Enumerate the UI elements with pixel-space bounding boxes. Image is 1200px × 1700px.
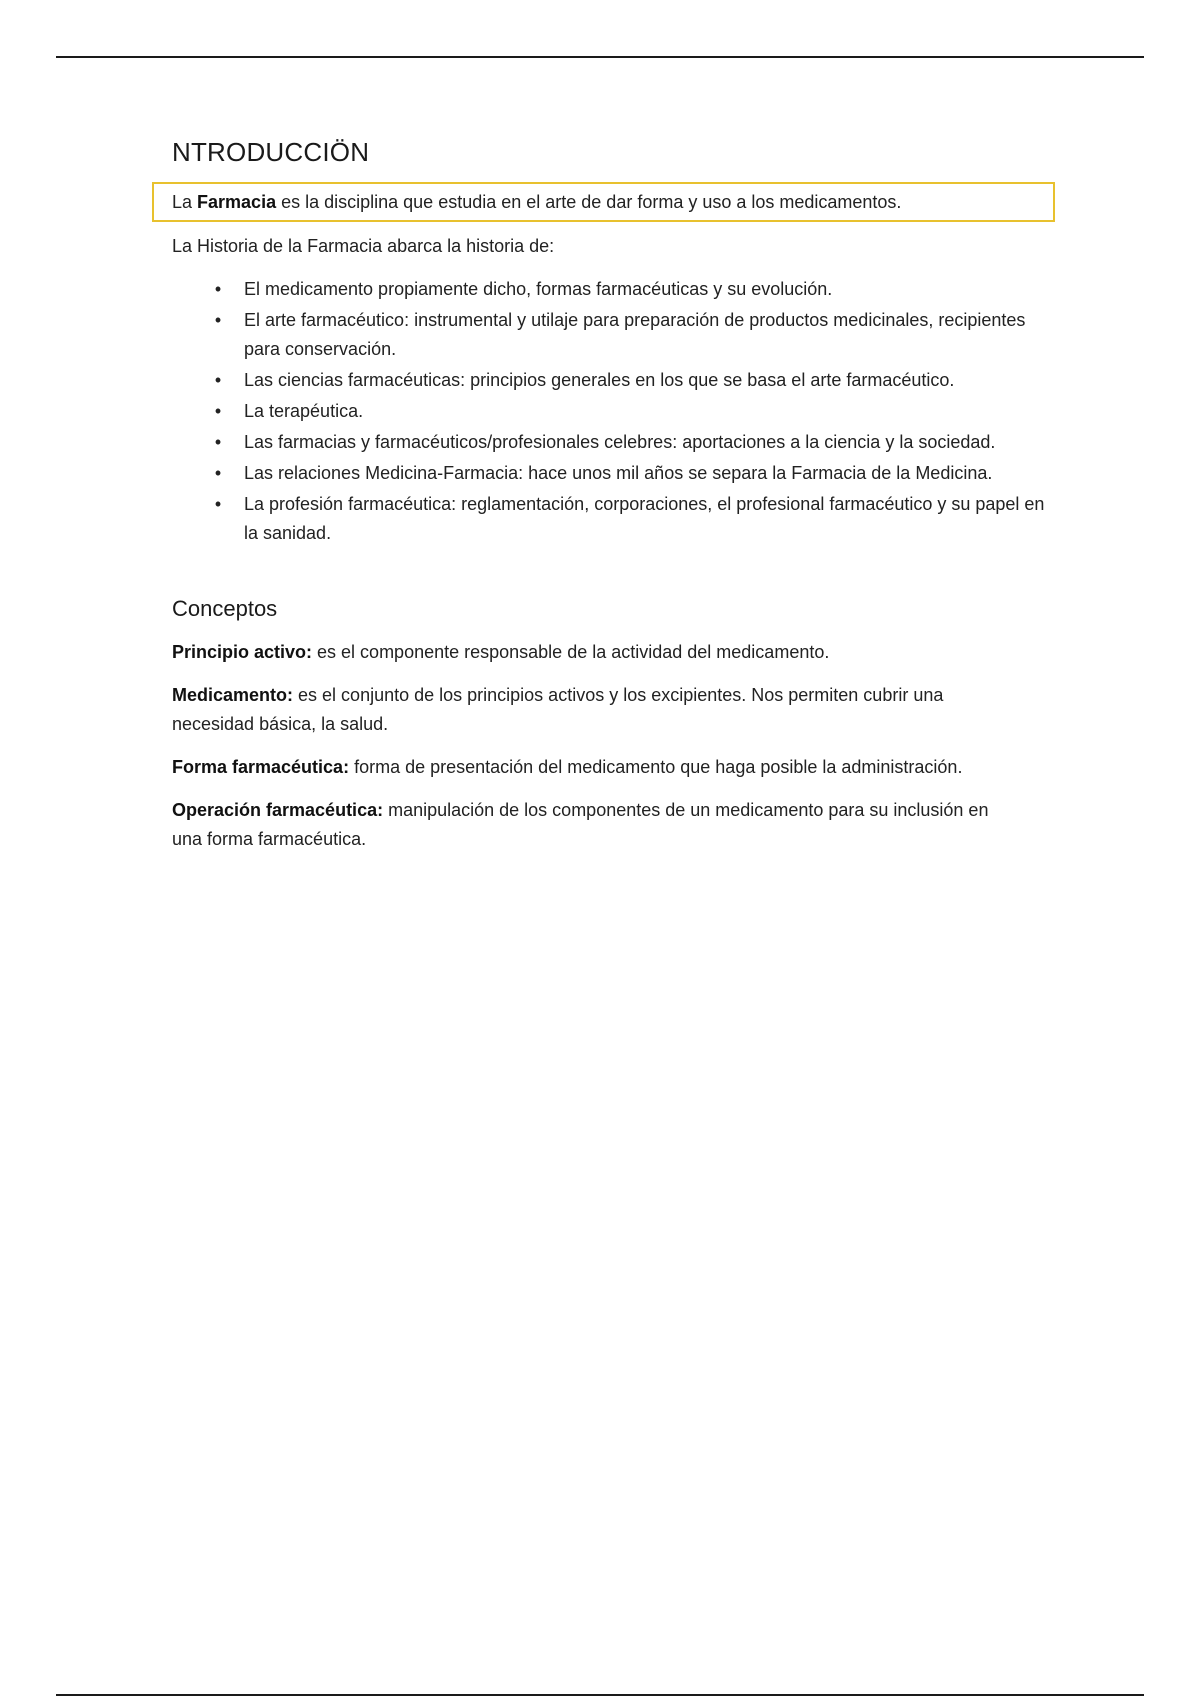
list-item xyxy=(172,397,1054,426)
page-title: NTRODUCCIÖN xyxy=(172,137,370,167)
list-item xyxy=(172,459,1054,488)
concept-medicamento xyxy=(172,681,1012,739)
list-item-text: La profesión farmacéutica: reglamentación, corporaciones, el profesional farmacéutico y su papel en la sanidad. xyxy=(244,494,1045,543)
list-item xyxy=(172,306,1054,364)
history-intro: La Historia de la Farmacia abarca la historia de: xyxy=(172,236,555,256)
bullet-icon: • xyxy=(214,494,222,514)
definition-term: Farmacia xyxy=(197,192,277,212)
top-rule xyxy=(56,56,1144,58)
concept-term: Medicamento: xyxy=(172,685,294,705)
list-item-text: Las ciencias farmacéuticas: principios generales en los que se basa el arte farmacéutico. xyxy=(244,370,955,390)
list-item-text: El arte farmacéutico: instrumental y utilaje para preparación de productos medicinales, recipientes para conservación. xyxy=(244,310,1026,359)
concept-text: es el componente responsable de la actividad del medicamento. xyxy=(312,642,830,662)
concept-text: es el conjunto de los principios activos y los excipientes. Nos permiten cubrir una necesidad básica, la salud. xyxy=(172,685,944,734)
history-list xyxy=(172,275,1052,548)
bullet-icon: • xyxy=(214,370,222,390)
concept-term: Forma farmacéutica: xyxy=(172,757,350,777)
list-item xyxy=(172,366,1054,395)
concept-text: forma de presentación del medicamento que haga posible la administración. xyxy=(349,757,963,777)
definition-prefix: La xyxy=(172,192,198,212)
definition-text: es la disciplina que estudia en el arte de dar forma y uso a los medicamentos. xyxy=(276,192,902,212)
concept-text: manipulación de los componentes de un medicamento para su inclusión en una forma farmacéutica. xyxy=(172,800,989,849)
concept-forma-farmaceutica xyxy=(172,753,1012,782)
page-content xyxy=(172,136,1052,868)
list-item-text: Las farmacias y farmacéuticos/profesionales celebres: aportaciones a la ciencia y la sociedad. xyxy=(244,432,996,452)
concept-operacion-farmaceutica xyxy=(172,796,1012,854)
definition-box xyxy=(152,182,1055,222)
bullet-icon: • xyxy=(214,463,222,483)
bullet-icon: • xyxy=(214,401,222,421)
list-item xyxy=(172,428,1054,457)
concepts-heading: Conceptos xyxy=(172,596,278,621)
list-item-text: El medicamento propiamente dicho, formas farmacéuticas y su evolución. xyxy=(244,279,833,299)
bullet-icon: • xyxy=(214,279,222,299)
concept-term: Operación farmacéutica: xyxy=(172,800,384,820)
list-item xyxy=(172,275,1054,304)
list-item-text: Las relaciones Medicina-Farmacia: hace unos mil años se separa la Farmacia de la Medicina. xyxy=(244,463,993,483)
concept-term: Principio activo: xyxy=(172,642,313,662)
bullet-icon: • xyxy=(214,310,222,330)
bottom-rule xyxy=(56,1694,1144,1696)
bullet-icon: • xyxy=(214,432,222,452)
list-item xyxy=(172,490,1054,548)
list-item-text: La terapéutica. xyxy=(244,401,364,421)
concept-principio-activo xyxy=(172,638,1012,667)
